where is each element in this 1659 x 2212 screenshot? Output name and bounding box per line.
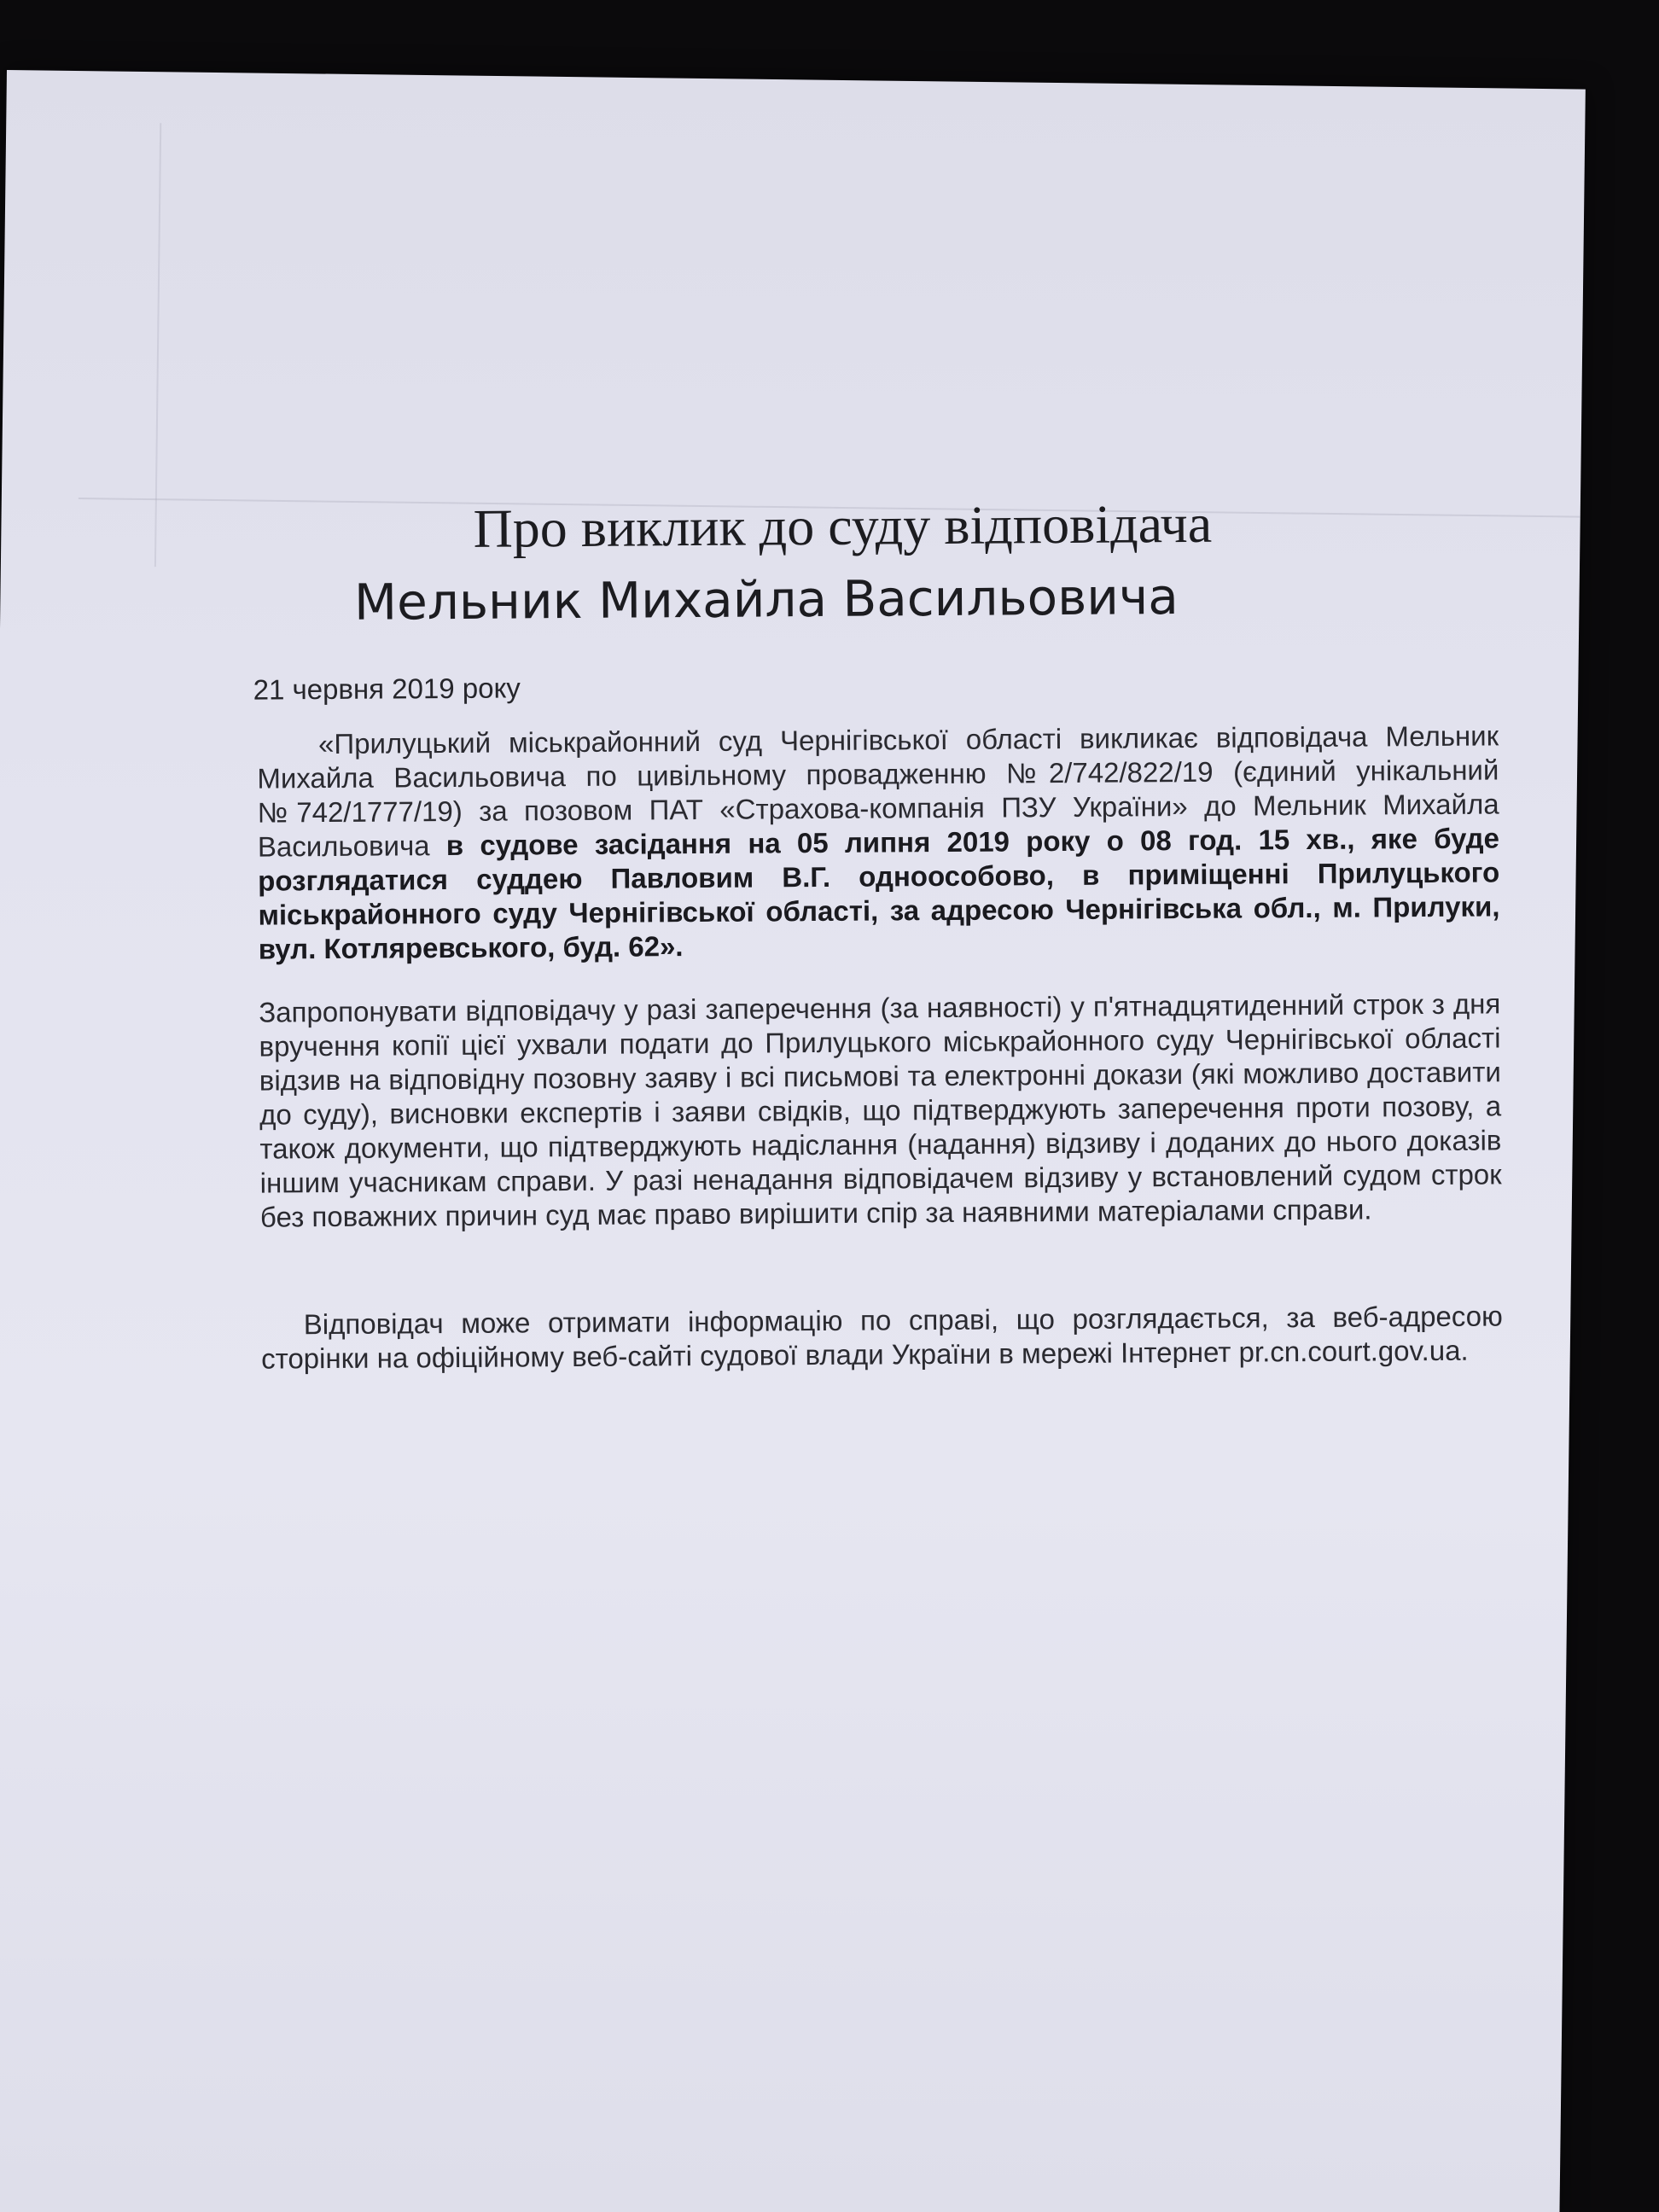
paragraph-summons — [257, 719, 1500, 966]
document-date: 21 червня 2019 року — [253, 672, 521, 706]
paragraph-summons-intro: «Прилуцький міськрайонний суд Чернігівської області викликає відповідача Мельник Михайла Васильовича по цивільному провадженню №2/742/822/19 (єдиний унікальний №742/1777/19) за позовом ПАТ «Страхова-компанія ПЗУ України» до Мельник Михайла Васильовича — [257, 719, 1499, 863]
document-subtitle: Мельник Михайла Васильовича — [353, 568, 1179, 632]
paragraph-summons-hearing: в судове засідання на 05 липня 2019 року о 08 год. 15 хв., яке буде розглядатися суддею Павловим В.Г. одноособово, в приміщенні Прилуцького міськрайонного суду Чернігівської області, за адресою Чернігівська обл., м. Прилуки, вул. Котляревського, буд. 62». — [258, 822, 1500, 965]
paragraph-info: Відповідач може отримати інформацію по справі, що розглядається, за веб-адресою сторінки на офіційному веб-сайті судової влади України в мережі Інтернет pr.cn.court.gov.ua. — [260, 1300, 1503, 1375]
document-title: Про виклик до суду відповідача — [473, 492, 1213, 559]
paragraph-response: Запропонувати відповідачу у разі заперечення (за наявності) у п'ятнадцятиденний строк з дня вручення копії цієї ухвали подати до Прилуцького міськрайонного суду Чернігівської області відзив на відповідну позовну заяву і всі письмові та електронні докази (які можливо доставити до суду), висновки експертів і заяви свідків, що підтверджують заперечення проти позову, а також документи, що підтверджують надіслання (надання) відзиву і доданих до нього доказів іншим учасникам справи. У разі ненадання відповідачем відзиву у встановлений судом строк без поважних причин суд має право вирішити спір за наявними матеріалами справи. — [259, 987, 1502, 1233]
